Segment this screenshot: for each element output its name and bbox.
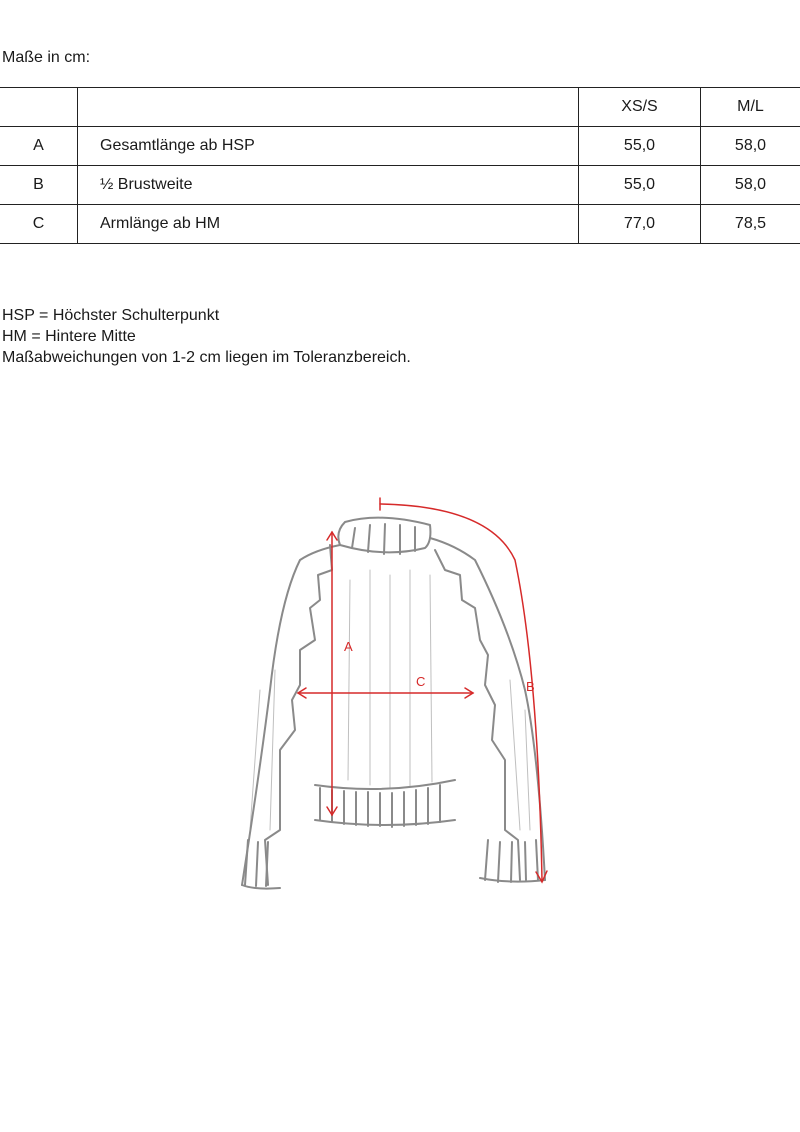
note-hm: HM = Hintere Mitte: [2, 328, 136, 345]
row-value-xs-s: 77,0: [579, 205, 701, 244]
label-a: A: [344, 639, 353, 654]
notes: [2, 305, 411, 368]
row-value-xs-s: 55,0: [579, 127, 701, 166]
table-header-row: [0, 88, 800, 127]
row-label: ½ Brustweite: [78, 166, 579, 205]
table-row: [0, 205, 800, 244]
table-row: [0, 127, 800, 166]
page-heading: Maße in cm:: [2, 49, 91, 66]
sweater-sketch: [242, 518, 545, 889]
row-value-xs-s: 55,0: [579, 166, 701, 205]
sweater-illustration: [220, 490, 580, 900]
row-key: B: [0, 166, 78, 205]
table-row: [0, 166, 800, 205]
row-value-m-l: 58,0: [701, 166, 800, 205]
note-hsp: HSP = Höchster Schulterpunkt: [2, 307, 220, 324]
label-b: B: [526, 679, 535, 694]
measurement-labels: [344, 639, 535, 694]
header-description: [78, 88, 579, 127]
row-label: Armlänge ab HM: [78, 205, 579, 244]
header-key: [0, 88, 78, 127]
row-value-m-l: 58,0: [701, 127, 800, 166]
row-key: C: [0, 205, 78, 244]
note-tolerance: Maßabweichungen von 1-2 cm liegen im Toleranzbereich.: [2, 349, 411, 366]
header-m-l: M/L: [701, 88, 800, 127]
header-xs-s: XS/S: [579, 88, 701, 127]
row-value-m-l: 78,5: [701, 205, 800, 244]
row-label: Gesamtlänge ab HSP: [78, 127, 579, 166]
label-c: C: [416, 674, 426, 689]
row-key: A: [0, 127, 78, 166]
size-table: [0, 87, 800, 244]
